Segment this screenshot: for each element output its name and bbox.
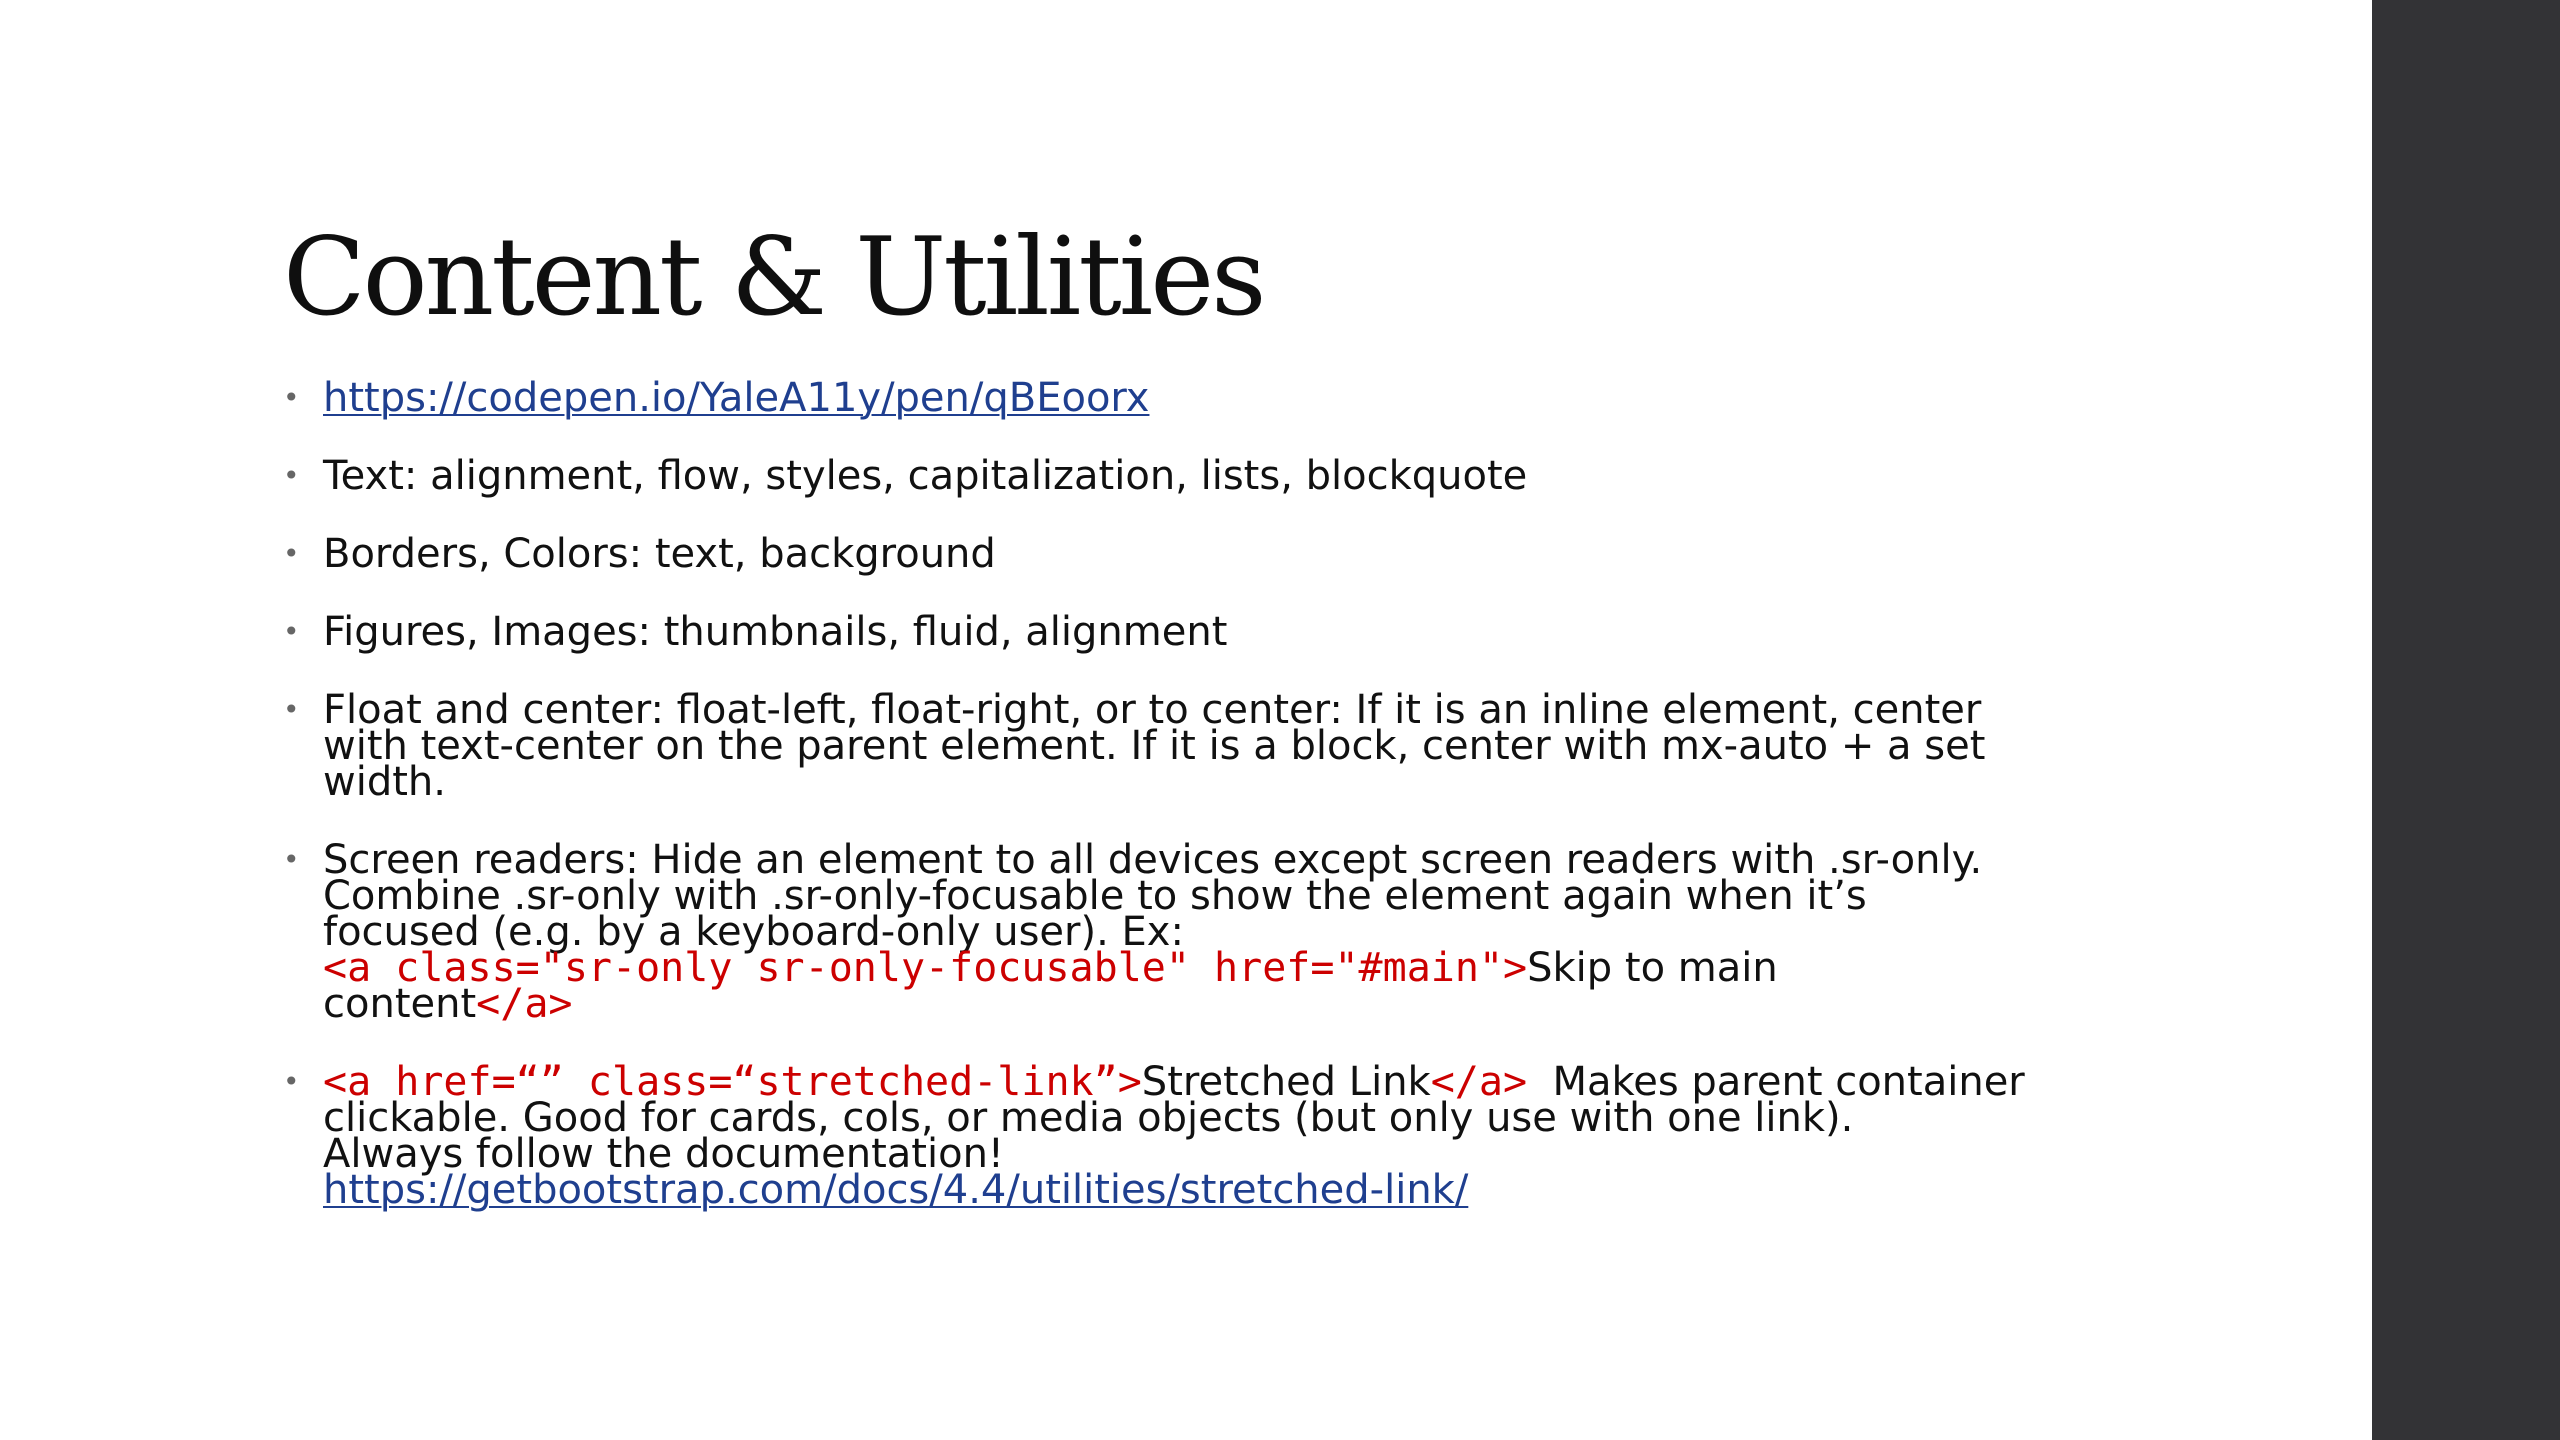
bullet-line: Screen readers: Hide an element to all devices except screen readers with .sr-only.: [323, 837, 1983, 883]
side-bar: [2372, 0, 2560, 1440]
bullet-text-utilities: [283, 453, 2083, 499]
bullet-icon: •: [283, 537, 300, 570]
bullet-list: [283, 375, 2083, 1250]
bullet-text: Borders, Colors: text, background: [323, 531, 996, 577]
bullet-icon: •: [283, 459, 300, 492]
bullet-icon: •: [283, 843, 300, 876]
code-link-text: content: [323, 981, 477, 1027]
bullet-line: width.: [323, 759, 446, 805]
bullet-stretched-link: [283, 1059, 2083, 1213]
code-link-text: Stretched Link: [1141, 1059, 1431, 1105]
bullet-float-center: [283, 687, 2083, 805]
code-close-tag: </a>: [1430, 1059, 1528, 1105]
bullet-text: Text: alignment, flow, styles, capitalization, lists, blockquote: [323, 453, 1528, 499]
codepen-link[interactable]: https://codepen.io/YaleA11y/pen/qBEoorx: [323, 375, 1150, 421]
bullet-screen-readers: [283, 837, 2083, 1027]
bullet-line: Float and center: float-left, float-right, or to center: If it is an inline element, center: [323, 687, 1982, 733]
code-close-tag: </a>: [476, 981, 573, 1027]
bullet-line: focused (e.g. by a keyboard-only user). Ex:: [323, 909, 1184, 955]
bullet-icon: •: [283, 615, 300, 648]
code-open-tag: <a href=“” class=“stretched-link”>: [323, 1059, 1142, 1105]
bullet-figures-images: [283, 609, 2083, 655]
code-example-line: [323, 981, 2083, 1027]
code-open-tag: <a class="sr-only sr-only-focusable" href="#main">: [323, 945, 1528, 991]
bullet-line: with text-center on the parent element. If it is a block, center with mx-auto + a set: [323, 723, 1986, 769]
bullet-line: Always follow the documentation!: [323, 1131, 1004, 1177]
bullet-line: Combine .sr-only with .sr-only-focusable to show the element again when it’s: [323, 873, 1867, 919]
bullet-text: Figures, Images: thumbnails, fluid, alignment: [323, 609, 1228, 655]
bullet-icon: •: [283, 381, 300, 414]
code-example-line: [323, 945, 2083, 991]
slide-title: Content & Utilities: [283, 215, 1264, 340]
bullet-icon: •: [283, 1065, 300, 1098]
bootstrap-docs-link[interactable]: https://getbootstrap.com/docs/4.4/utilities/stretched-link/: [323, 1167, 1469, 1213]
bullet-codepen-link: [283, 375, 2083, 421]
code-link-text: Skip to main: [1527, 945, 1778, 991]
bullet-borders-colors: [283, 531, 2083, 577]
bullet-text: Makes parent container: [1527, 1059, 2025, 1105]
bullet-icon: •: [283, 693, 300, 726]
bullet-line: clickable. Good for cards, cols, or media objects (but only use with one link).: [323, 1095, 1854, 1141]
